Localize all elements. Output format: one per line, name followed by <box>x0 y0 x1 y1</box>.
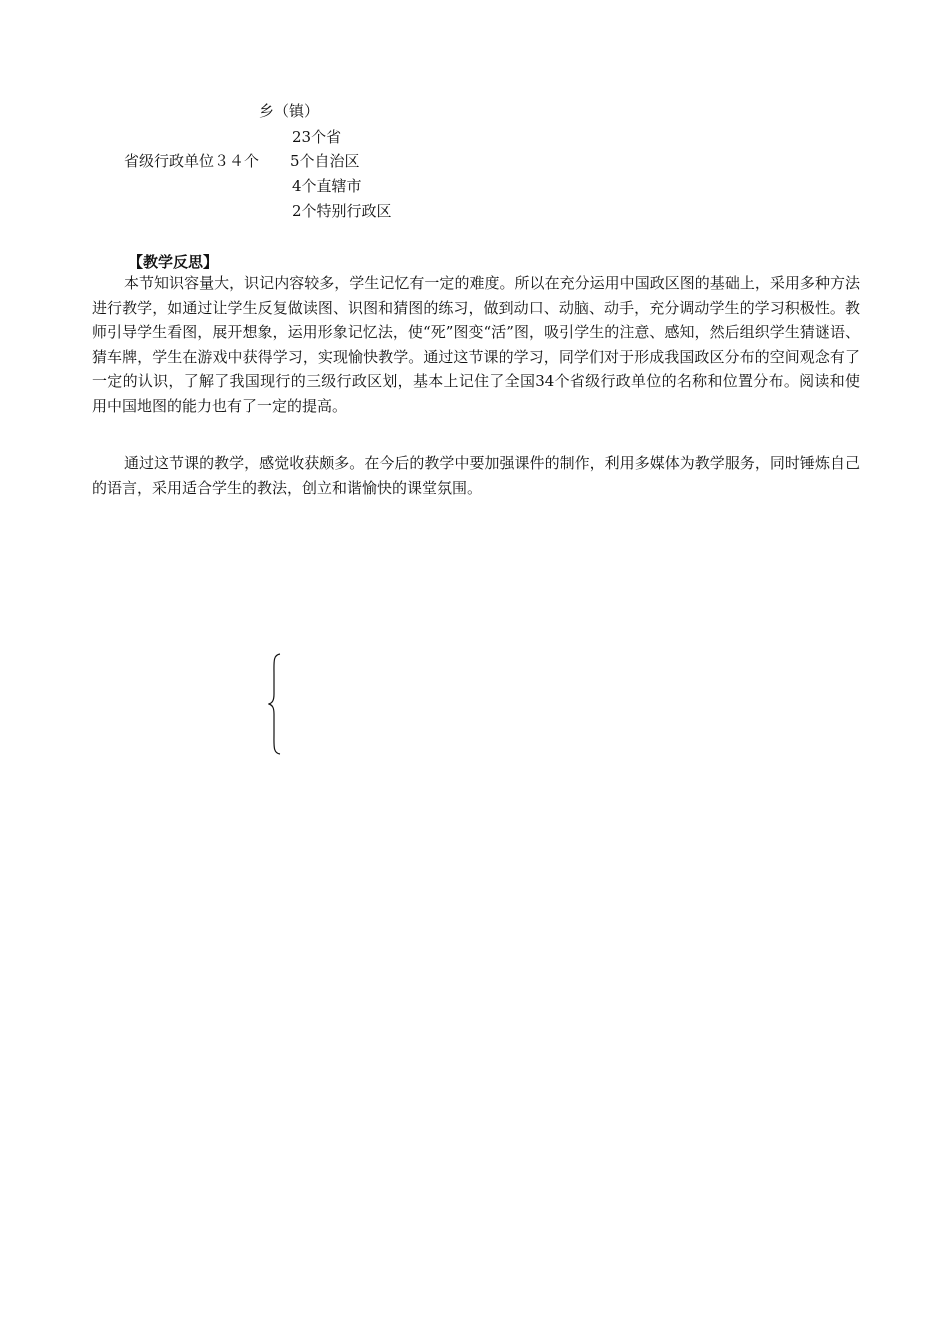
province-level-units-label: 省级行政单位３４个 <box>124 152 260 170</box>
provinces-count: 23个省 <box>292 128 342 146</box>
section-heading: 【教学反思】 <box>128 253 219 271</box>
autonomous-regions-count: 5个自治区 <box>290 152 360 170</box>
xiang-zhen-label: 乡（镇） <box>259 102 320 120</box>
municipalities-count: 4个直辖市 <box>292 177 362 195</box>
special-regions-count: 2个特别行政区 <box>292 202 392 220</box>
reflection-paragraph-1: 本节知识容量大，识记内容较多，学生记忆有一定的难度。所以在充分运用中国政区图的基础上，采用多种方法进行教学，如通过让学生反复做读图、识图和猜图的练习，做到动口、动脑、动手，充分调动学生的学习积极性。教师引导学生看图，展开想象，运用形象记忆法，使“死”图变“活”图，吸引学生的注意、感知，然后组织学生猜谜语、猜车牌，学生在游戏中获得学习，实现愉快教学。通过这节课的学习，同学们对于形成我国政区分布的空间观念有了一定的认识，了解了我国现行的三级行政区划，基本上记住了全国34个省级行政单位的名称和位置分布。阅读和使用中国地图的能力也有了一定的提高。 <box>92 274 860 415</box>
curly-brace-icon <box>268 652 284 756</box>
reflection-paragraph-2: 通过这节课的教学，感觉收获颇多。在今后的教学中要加强课件的制作，利用多媒体为教学服务，同时锤炼自己的语言，采用适合学生的教法，创立和谐愉快的课堂氛围。 <box>92 454 860 497</box>
